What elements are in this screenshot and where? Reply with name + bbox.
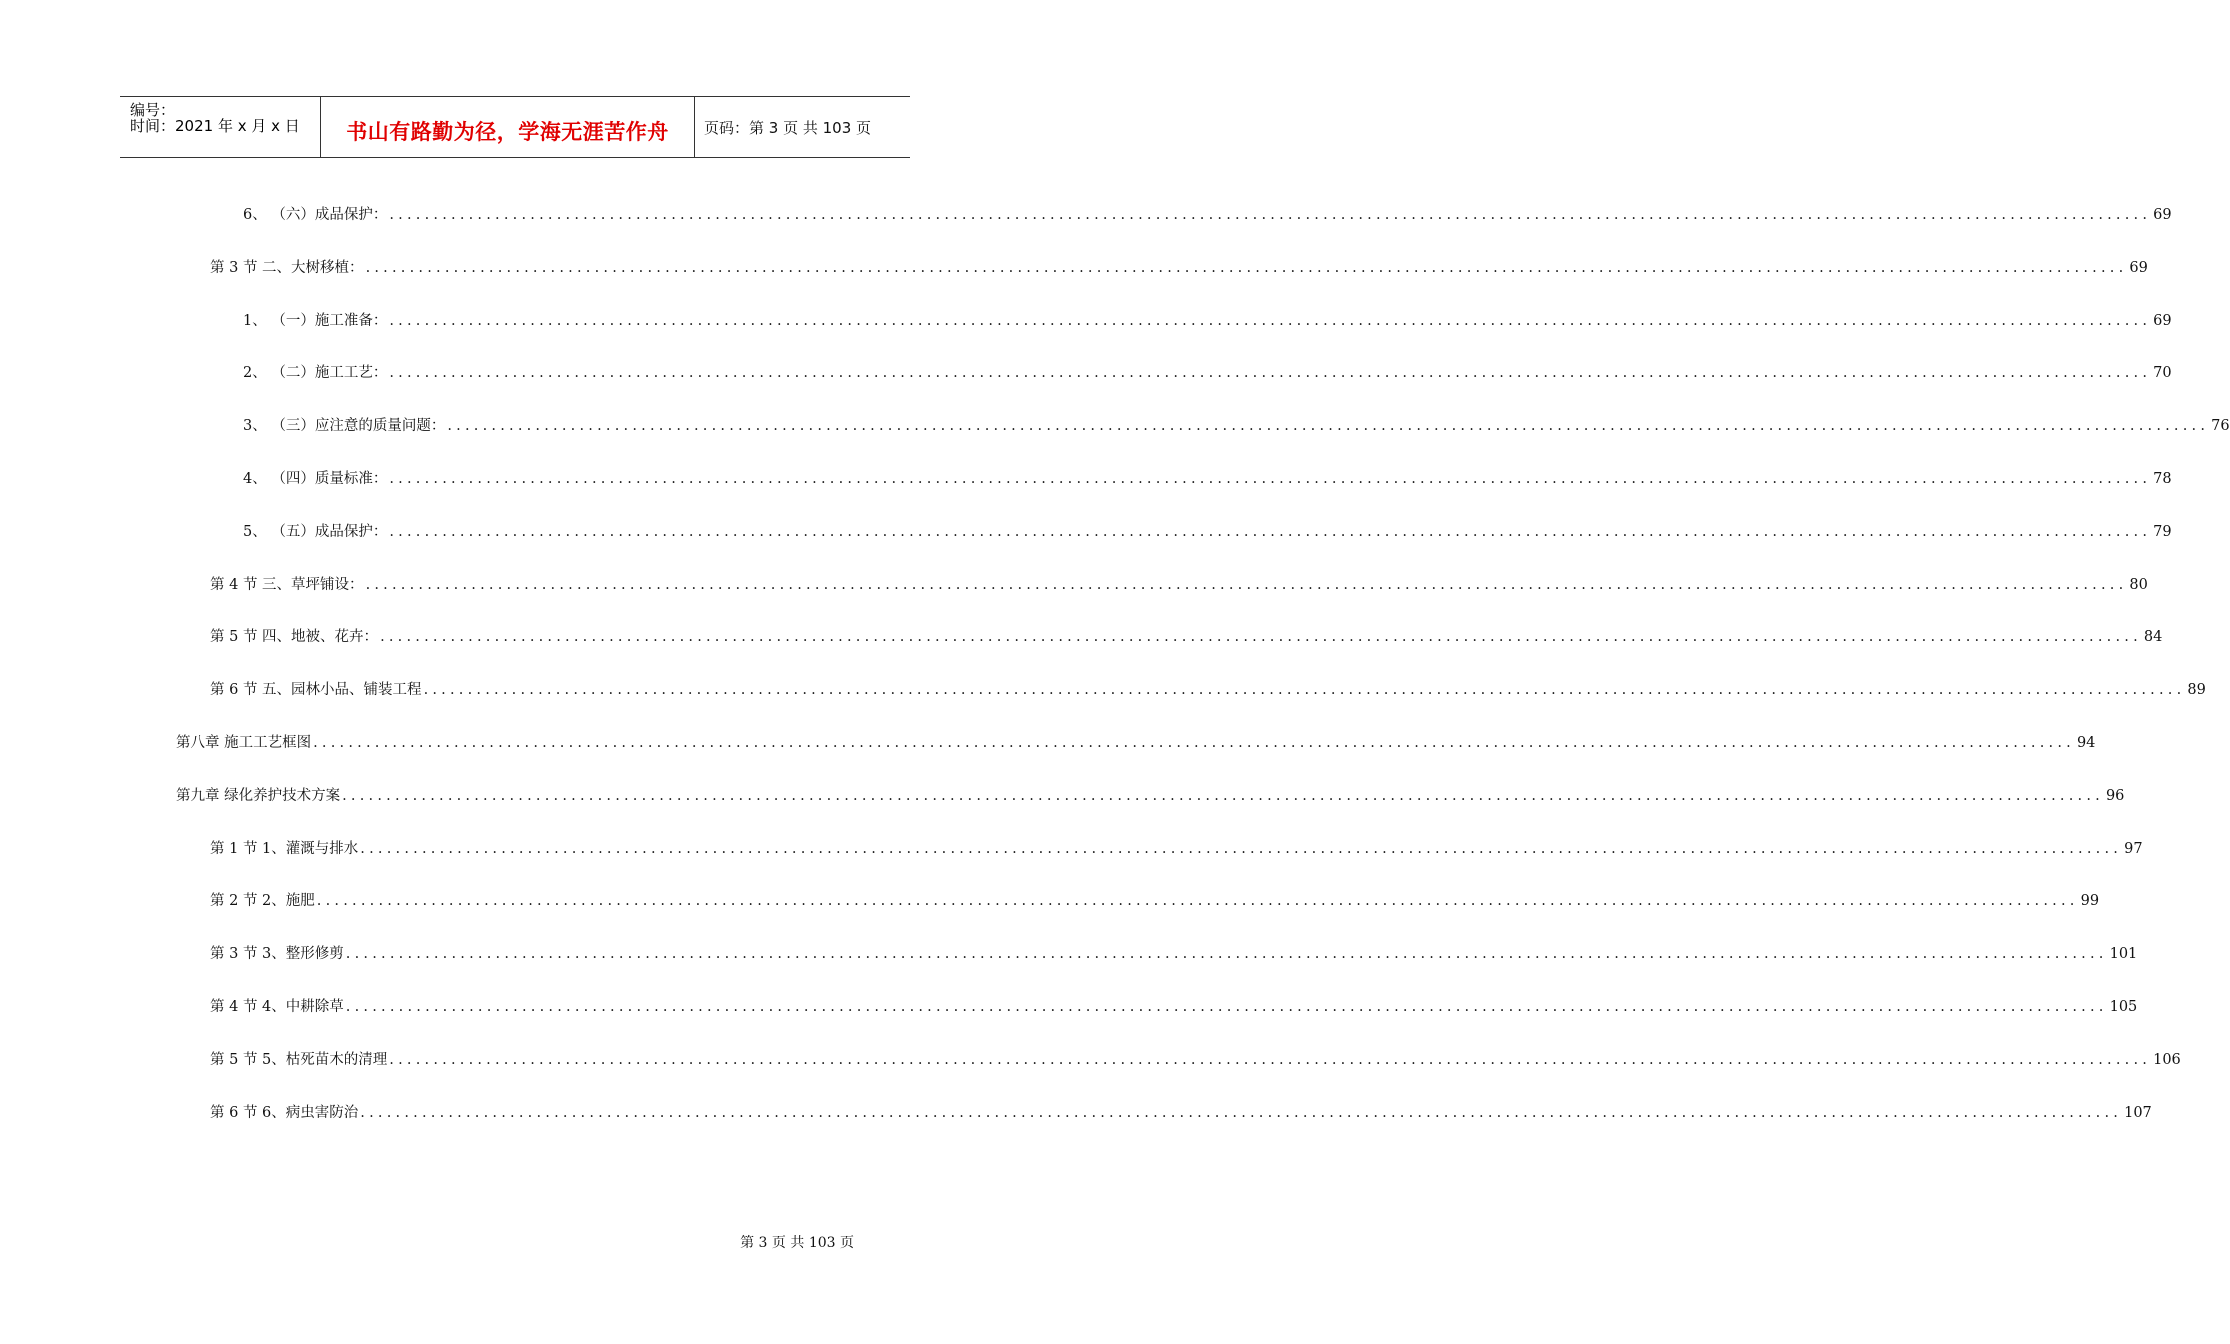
toc-entry-label: 第 6 节 6、病虫害防治 [210,1104,359,1121]
toc-dot-leader: ........................................................................................................................................................................................................ [365,259,2128,276]
toc-dot-leader: ........................................................................................................................................................................................................ [423,682,2186,699]
toc-entry[interactable] [243,414,2230,438]
toc-entry-page: 106 [2153,1051,2181,1068]
header-motto-cell [321,97,695,157]
toc-dot-leader: ........................................................................................................................................................................................................ [342,787,2104,804]
toc-entry-page: 79 [2153,523,2172,540]
toc-dot-leader: ........................................................................................................................................................................................................ [360,1104,2123,1121]
toc-entry[interactable] [243,309,2172,333]
toc-entry-page: 101 [2109,946,2138,963]
toc-entry-page: 69 [2153,207,2172,223]
toc-entry[interactable] [210,625,2163,649]
toc-entry-page: 69 [2129,259,2148,276]
toc-entry[interactable] [176,784,2125,808]
toc-entry-page: 96 [2105,787,2125,804]
toc-entry-page: 89 [2187,682,2206,699]
toc-entry[interactable] [210,256,2148,280]
toc-entry-label: 第 3 节 3、整形修剪 [210,946,344,963]
toc-entry-label: 第 3 节 二、大树移植： [210,259,364,276]
toc-dot-leader: ........................................................................................................................................................................................................ [380,629,2142,646]
toc-entry[interactable] [210,837,2143,861]
toc-dot-leader: ........................................................................................................................................................................................................ [389,207,2152,223]
toc-entry[interactable] [243,361,2172,385]
header-meta-cell [120,97,321,157]
header-page-info: 页码：第 3 页 共 103 页 [704,119,872,137]
toc-entry[interactable] [210,889,2100,913]
toc-entry-label: 6、 （六）成品保护： [243,207,388,223]
toc-entry-label: 第 4 节 三、草坪铺设： [210,576,364,593]
page-footer: 第 3 页 共 103 页 [740,1235,854,1251]
page-header [120,96,910,158]
toc-entry-label: 第 5 节 四、地被、花卉： [210,629,379,646]
toc-entry-label: 第八章 施工工艺框图 [176,735,312,751]
toc-entry-label: 3、 （三）应注意的质量问题： [243,418,446,435]
toc-entry-page: 84 [2143,629,2163,646]
toc-entry-label: 2、 （二）施工工艺： [243,365,388,382]
toc-dot-leader: ........................................................................................................................................................................................................ [345,999,2108,1015]
toc-entry-label: 4、 （四）质量标准： [243,471,388,487]
toc-entry-page: 69 [2153,312,2172,329]
toc-entry[interactable] [176,731,2096,755]
toc-entry[interactable] [210,573,2148,597]
toc-dot-leader: ........................................................................................................................................................................................................ [345,946,2108,963]
toc-entry-page: 78 [2153,471,2172,487]
header-page-cell [695,97,910,157]
toc-entry[interactable] [210,1048,2181,1072]
toc-entry[interactable] [210,995,2138,1019]
header-motto: 书山有路勤为径，学海无涯苦作舟 [346,120,669,144]
toc-dot-leader: ........................................................................................................................................................................................................ [389,1051,2152,1068]
toc-entry[interactable] [243,520,2172,544]
toc-dot-leader: ........................................................................................................................................................................................................ [313,735,2075,751]
toc-entry-label: 5、 （五）成品保护： [243,523,388,540]
toc-dot-leader: ........................................................................................................................................................................................................ [389,312,2152,329]
toc-entry[interactable] [210,1101,2152,1125]
toc-entry[interactable] [210,678,2206,702]
toc-entry[interactable] [243,203,2172,227]
toc-entry-label: 第 4 节 4、中耕除草 [210,999,344,1015]
toc-entry[interactable] [210,942,2138,966]
toc-entry-page: 99 [2080,893,2100,910]
toc-entry-page: 107 [2124,1104,2152,1121]
toc-dot-leader: ........................................................................................................................................................................................................ [389,365,2152,382]
toc-entry-page: 80 [2129,576,2148,593]
doc-number-label: 编号： [130,101,176,119]
doc-time-label: 时间：2021 年 x 月 x 日 [130,117,300,135]
toc-entry-page: 97 [2124,840,2143,857]
toc-dot-leader: ........................................................................................................................................................................................................ [316,893,2079,910]
toc-dot-leader: ........................................................................................................................................................................................................ [389,471,2152,487]
toc-entry-label: 第 2 节 2、施肥 [210,893,315,910]
toc-entry-page: 76 [2211,418,2230,435]
toc-dot-leader: ........................................................................................................................................................................................................ [447,418,2210,435]
toc-dot-leader: ........................................................................................................................................................................................................ [389,523,2152,540]
toc-entry-page: 70 [2153,365,2172,382]
toc-dot-leader: ........................................................................................................................................................................................................ [365,576,2128,593]
toc-entry-label: 第 5 节 5、枯死苗木的清理 [210,1051,388,1068]
toc-entry-label: 第九章 绿化养护技术方案 [176,787,341,804]
toc-entry-label: 第 1 节 1、灌溉与排水 [210,840,359,857]
toc-entry-page: 94 [2076,735,2096,751]
toc-entry[interactable] [243,467,2172,491]
toc-dot-leader: ........................................................................................................................................................................................................ [360,840,2123,857]
toc-entry-label: 第 6 节 五、园林小品、铺装工程 [210,682,422,699]
toc-entry-page: 105 [2109,999,2138,1015]
toc-entry-label: 1、 （一）施工准备： [243,312,388,329]
